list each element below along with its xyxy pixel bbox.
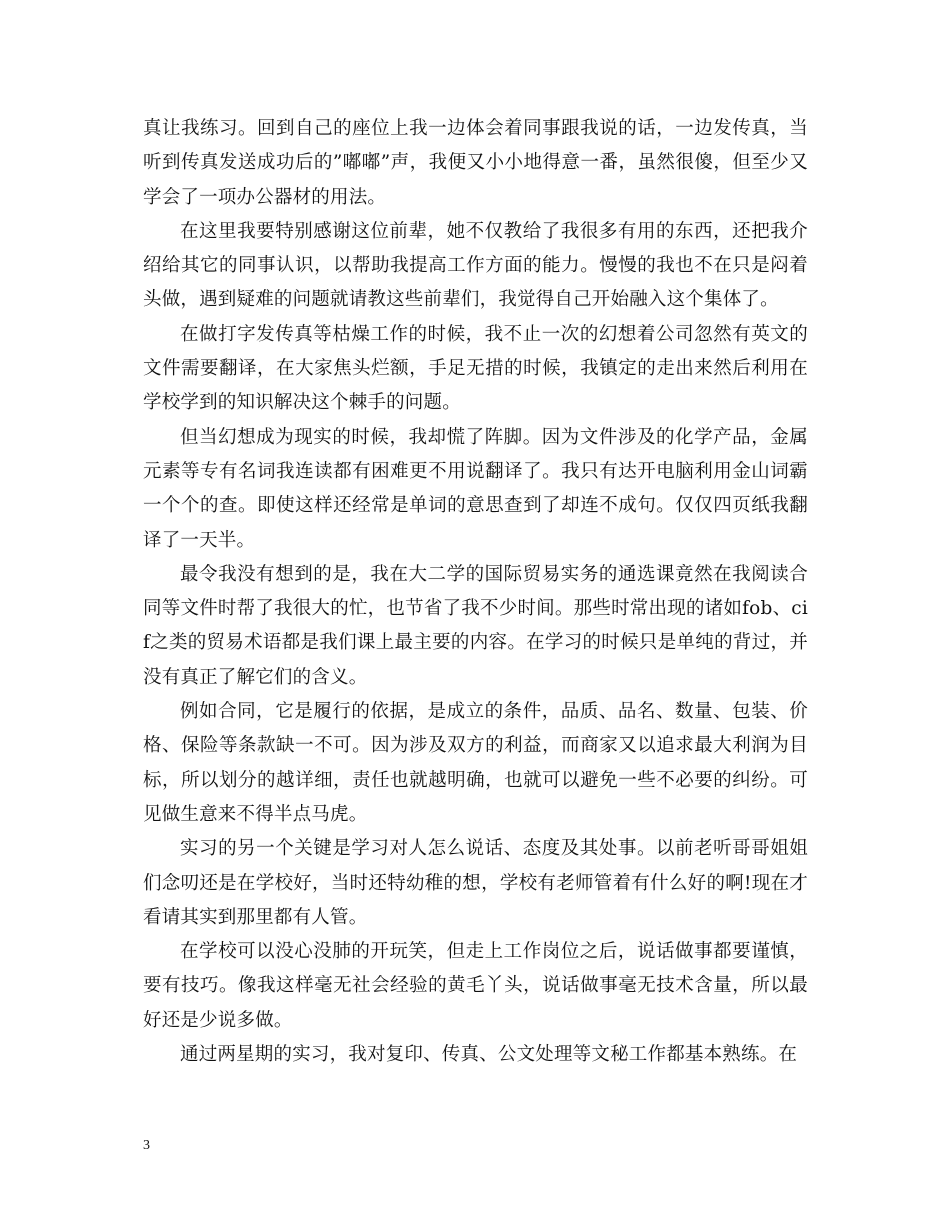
paragraph-1: 真让我练习。回到自己的座位上我一边体会着同事跟我说的话，一边发传真，当听到传真发送成功后的”嘟嘟”声，我便又小小地得意一番，虽然很傻，但至少又学会了一项办公器材的用法。 bbox=[143, 118, 808, 208]
paragraph-2: 在这里我要特别感谢这位前辈，她不仅教给了我很多有用的东西，还把我介绍给其它的同事认识，以帮助我提高工作方面的能力。慢慢的我也不在只是闷着头做，遇到疑难的问题就请教这些前辈们，我觉得自己开始融入这个集体了。 bbox=[143, 220, 808, 311]
paragraph-6: 例如合同，它是履行的依据，是成立的条件，品质、品名、数量、包装、价格、保险等条款缺一不可。因为涉及双方的利益，而商家又以追求最大利润为目标，所以划分的越详细，责任也就越明确，也就可以避免一些不必要的纠纷。可见做生意来不得半点马虎。 bbox=[143, 701, 808, 825]
paragraph-7: 实习的另一个关键是学习对人怎么说话、态度及其处事。以前老听哥哥姐姐们念叨还是在学校好，当时还特幼稚的想，学校有老师管着有什么好的啊!现在才看请其实到那里都有人管。 bbox=[143, 838, 808, 928]
paragraph-3: 在做打字发传真等枯燥工作的时候，我不止一次的幻想着公司忽然有英文的文件需要翻译，在大家焦头烂额，手足无措的时候，我镇定的走出来然后利用在学校学到的知识解决这个棘手的问题。 bbox=[143, 323, 808, 414]
paragraph-4: 但当幻想成为现实的时候，我却慌了阵脚。因为文件涉及的化学产品，金属元素等专有名词我连读都有困难更不用说翻译了。我只有达开电脑利用金山词霸一个个的查。即使这样还经常是单词的意思查到了却连不成句。仅仅四页纸我翻译了一天半。 bbox=[143, 426, 808, 551]
page-number: 3 bbox=[143, 1138, 150, 1153]
document-body bbox=[143, 112, 808, 1072]
paragraph-8: 在学校可以没心没肺的开玩笑，但走上工作岗位之后，说话做事都要谨慎，要有技巧。像我这样毫无社会经验的黄毛丫头，说话做事毫无技术含量，所以最好还是少说多做。 bbox=[143, 941, 808, 1031]
paragraph-9: 通过两星期的实习，我对复印、传真、公文处理等文秘工作都基本熟练。在 bbox=[180, 1044, 798, 1066]
paragraph-5: 最令我没有想到的是，我在大二学的国际贸易实务的通选课竟然在我阅读合同等文件时帮了我很大的忙，也节省了我不少时间。那些时常出现的诸如fob、cif之类的贸易术语都是我们课上最主要的内容。在学习的时候只是单纯的背过，并没有真正了解它们的含义。 bbox=[143, 563, 808, 688]
